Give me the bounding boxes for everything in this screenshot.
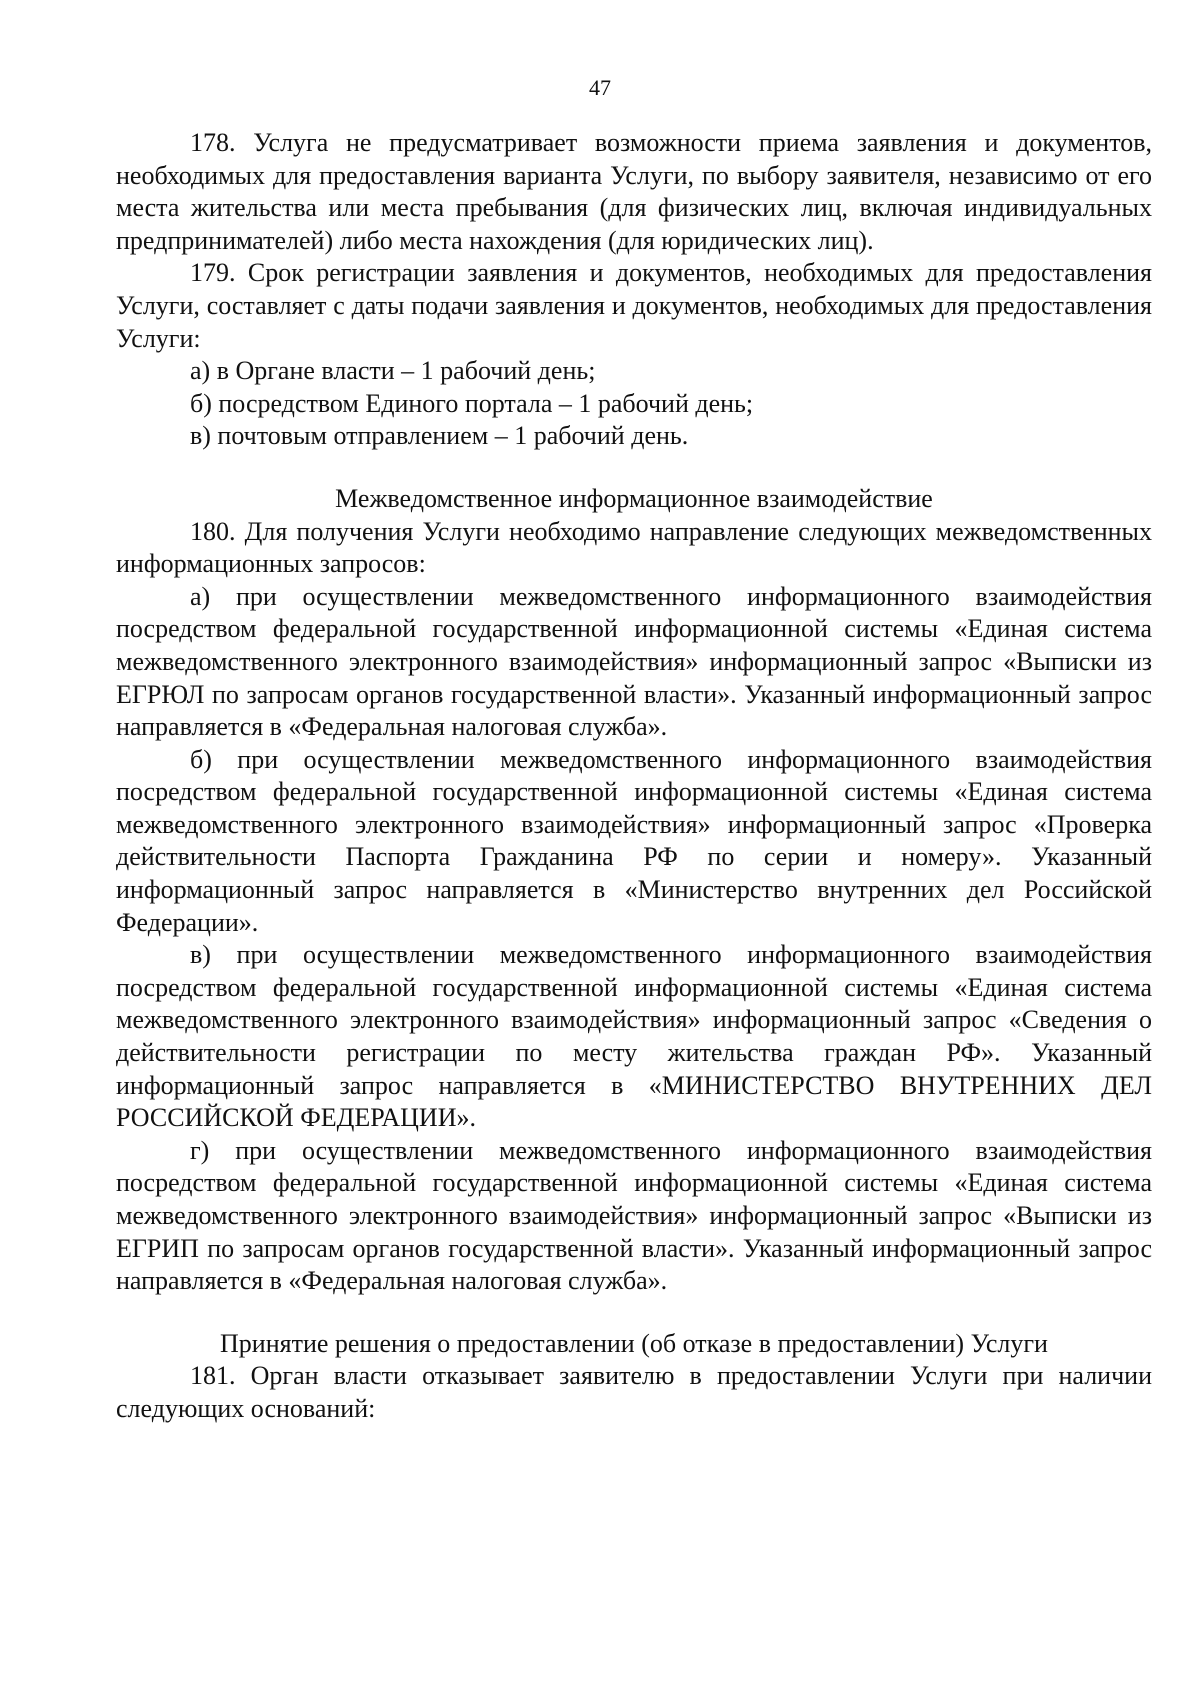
page-number: 47 (589, 75, 611, 100)
paragraph-178: 178. Услуга не предусматривает возможности приема заявления и документов, необходимых для предоставления варианта Услуги, по выбору заявителя, независимо от его места жительства или места пребывания (для физических лиц, включая индивидуальных предпринимателей) либо места нахождения (для юридических лиц). (116, 128, 1152, 255)
list-item: а) при осуществлении межведомственного информационного взаимодействия посредством федеральной государственной информационной системы «Единая система межведомственного электронного взаимодействия» информационный запрос «Выписки из ЕГРЮЛ по запросам органов государственной власти». Указанный информационный запрос направляется в «Федеральная налоговая служба». (116, 581, 1152, 742)
section-heading-decision: Принятие решения о предоставлении (об отказе в предоставлении) Услуги (220, 1328, 1048, 1358)
list-item: в) почтовым отправлением – 1 рабочий день. (190, 421, 689, 451)
list-item: а) в Органе власти – 1 рабочий день; (190, 356, 596, 386)
list-item: в) при осуществлении межведомственного информационного взаимодействия посредством федеральной государственной информационной системы «Единая система межведомственного электронного взаимодействия» информационный запрос «Сведения о действительности регистрации по месту жительства граждан РФ». Указанный информационный запрос направляется в «МИНИСТЕРСТВО ВНУТРЕННИХ ДЕЛ РОССИЙСКОЙ ФЕДЕРАЦИИ». (116, 940, 1152, 1133)
paragraph-180: 180. Для получения Услуги необходимо направление следующих межведомственных информационных запросов: (116, 516, 1152, 579)
list-item: б) посредством Единого портала – 1 рабочий день; (190, 388, 754, 418)
list-item: б) при осуществлении межведомственного информационного взаимодействия посредством федеральной государственной информационной системы «Единая система межведомственного электронного взаимодействия» информационный запрос «Проверка действительности Паспорта Гражданина РФ по серии и номеру». Указанный информационный запрос направляется в «Министерство внутренних дел Российской Федерации». (116, 744, 1152, 937)
section-heading-interagency: Межведомственное информационное взаимодействие (335, 483, 933, 513)
paragraph-181: 181. Орган власти отказывает заявителю в предоставлении Услуги при наличии следующих оснований: (116, 1361, 1152, 1423)
document-body (116, 127, 1152, 1426)
paragraph-179: 179. Срок регистрации заявления и документов, необходимых для предоставления Услуги, составляет с даты подачи заявления и документов, необходимых для предоставления Услуги: (116, 258, 1152, 353)
list-item: г) при осуществлении межведомственного информационного взаимодействия посредством федеральной государственной информационной системы «Единая система межведомственного электронного взаимодействия» информационный запрос «Выписки из ЕГРИП по запросам органов государственной власти». Указанный информационный запрос направляется в «Федеральная налоговая служба». (116, 1135, 1152, 1296)
